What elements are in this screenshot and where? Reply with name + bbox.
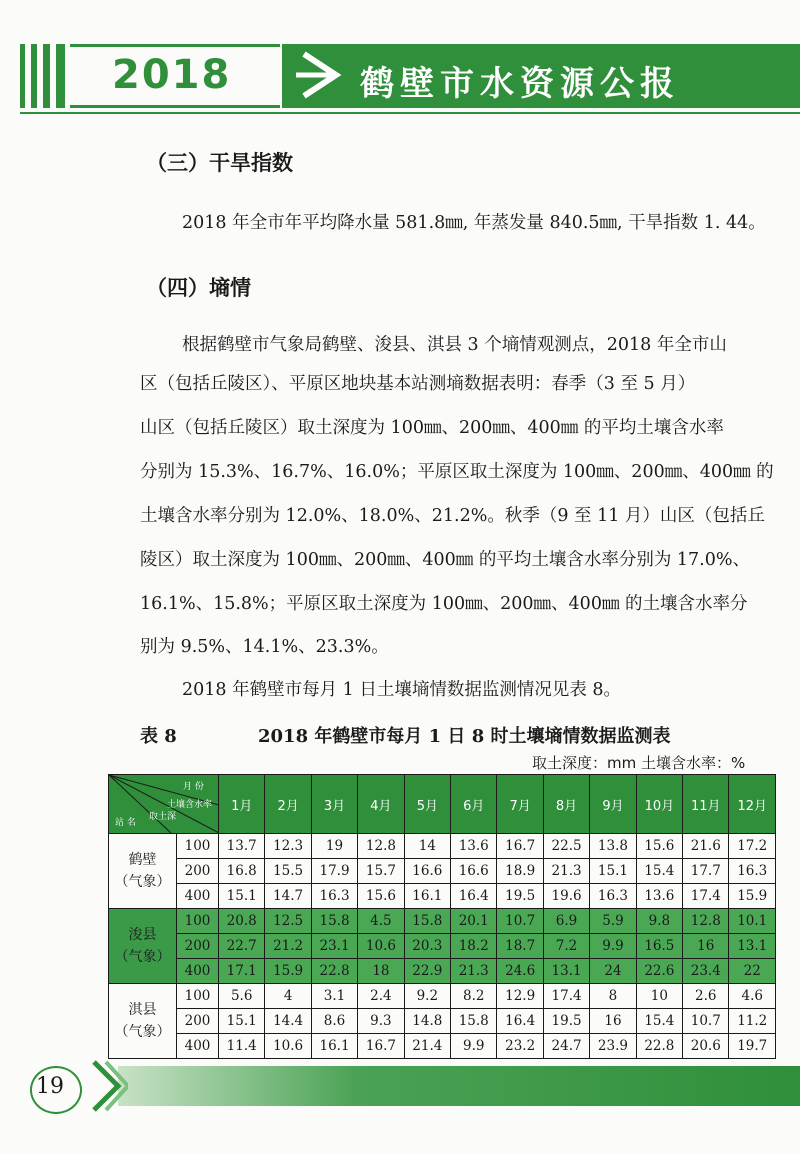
header-year: 2018 [112, 52, 232, 98]
value-cell: 19 [311, 834, 357, 859]
value-cell: 8.2 [451, 984, 497, 1009]
depth-cell: 400 [177, 959, 219, 984]
section-heading-drought-index: （三）干旱指数 [146, 151, 293, 175]
table-row [109, 859, 776, 884]
paragraph-line: 山区（包括丘陵区）取土深度为 100㎜、200㎜、400㎜ 的平均土壤含水率 [140, 418, 724, 438]
value-cell: 15.1 [219, 884, 265, 909]
header-title: 鹤壁市水资源公报 [360, 64, 680, 104]
month-header: 8月 [543, 775, 589, 834]
depth-cell: 400 [177, 884, 219, 909]
table-row [109, 884, 776, 909]
value-cell: 15.8 [451, 1009, 497, 1034]
station-note: （气象） [114, 874, 171, 890]
value-cell: 13.7 [219, 834, 265, 859]
value-cell: 15.4 [636, 859, 682, 884]
value-cell: 11.4 [219, 1034, 265, 1059]
value-cell: 11.2 [729, 1009, 776, 1034]
arrow-right-icon [296, 50, 346, 100]
corner-month-label: 月 份 [183, 782, 204, 792]
value-cell: 21.6 [683, 834, 729, 859]
value-cell: 17.4 [683, 884, 729, 909]
value-cell: 20.8 [219, 909, 265, 934]
value-cell: 15.1 [590, 859, 636, 884]
month-header: 5月 [404, 775, 450, 834]
value-cell: 17.9 [311, 859, 357, 884]
value-cell: 15.8 [311, 909, 357, 934]
value-cell: 6.9 [543, 909, 589, 934]
value-cell: 4.5 [358, 909, 404, 934]
station-name-cell [109, 834, 177, 909]
month-header: 12月 [729, 775, 776, 834]
value-cell: 18.2 [451, 934, 497, 959]
value-cell: 12.9 [497, 984, 543, 1009]
value-cell: 10.6 [265, 1034, 311, 1059]
value-cell: 15.9 [729, 884, 776, 909]
value-cell: 12.8 [683, 909, 729, 934]
value-cell: 17.2 [729, 834, 776, 859]
value-cell: 20.6 [683, 1034, 729, 1059]
depth-cell: 100 [177, 834, 219, 859]
month-header: 1月 [219, 775, 265, 834]
value-cell: 9.8 [636, 909, 682, 934]
value-cell: 20.1 [451, 909, 497, 934]
value-cell: 22.8 [636, 1034, 682, 1059]
paragraph-line: 土壤含水率分别为 12.0%、18.0%、21.2%。秋季（9 至 11 月）山区（包括丘 [140, 506, 765, 526]
month-header: 4月 [358, 775, 404, 834]
value-cell: 7.2 [543, 934, 589, 959]
value-cell: 16.6 [451, 859, 497, 884]
value-cell: 16.7 [497, 834, 543, 859]
value-cell: 15.6 [358, 884, 404, 909]
value-cell: 16.5 [636, 934, 682, 959]
paragraph-line: 别为 9.5%、14.1%、23.3%。 [140, 637, 389, 657]
table-row [109, 909, 776, 934]
value-cell: 23.9 [590, 1034, 636, 1059]
value-cell: 14.4 [265, 1009, 311, 1034]
table-row [109, 1009, 776, 1034]
value-cell: 12.8 [358, 834, 404, 859]
value-cell: 14.8 [404, 1009, 450, 1034]
month-header: 7月 [497, 775, 543, 834]
month-header: 6月 [451, 775, 497, 834]
table-row [109, 959, 776, 984]
value-cell: 23.1 [311, 934, 357, 959]
depth-cell: 200 [177, 859, 219, 884]
value-cell: 22.6 [636, 959, 682, 984]
month-header: 2月 [265, 775, 311, 834]
value-cell: 15.5 [265, 859, 311, 884]
value-cell: 24.7 [543, 1034, 589, 1059]
corner-station-label: 站 名 [115, 818, 136, 828]
value-cell: 21.2 [265, 934, 311, 959]
station-name-cell [109, 909, 177, 984]
depth-cell: 100 [177, 909, 219, 934]
table-label: 表 8 [140, 726, 177, 747]
paragraph-line: 区（包括丘陵区）、平原区地块基本站测墒数据表明：春季（3 至 5 月） [140, 374, 696, 394]
value-cell: 23.2 [497, 1034, 543, 1059]
month-header: 9月 [590, 775, 636, 834]
station-name-cell [109, 984, 177, 1059]
value-cell: 13.1 [543, 959, 589, 984]
table-row [109, 834, 776, 859]
value-cell: 22.5 [543, 834, 589, 859]
value-cell: 13.1 [729, 934, 776, 959]
value-cell: 16 [590, 1009, 636, 1034]
value-cell: 18 [358, 959, 404, 984]
soil-moisture-table [108, 774, 776, 1059]
value-cell: 9.9 [451, 1034, 497, 1059]
footer-band [118, 1066, 800, 1106]
value-cell: 16.3 [311, 884, 357, 909]
paragraph-line: 16.1%、15.8%；平原区取土深度为 100㎜、200㎜、400㎜ 的土壤含水率分 [140, 594, 748, 614]
table-units: 取土深度：mm 土壤含水率：% [532, 754, 746, 772]
value-cell: 24.6 [497, 959, 543, 984]
station-name: 浚县 [128, 927, 157, 943]
table-row [109, 984, 776, 1009]
value-cell: 15.7 [358, 859, 404, 884]
value-cell: 8 [590, 984, 636, 1009]
section-heading-soil-moisture: （四）墒情 [146, 276, 251, 300]
value-cell: 19.6 [543, 884, 589, 909]
depth-cell: 200 [177, 1009, 219, 1034]
value-cell: 22.8 [311, 959, 357, 984]
value-cell: 20.3 [404, 934, 450, 959]
value-cell: 21.3 [451, 959, 497, 984]
paragraph-line: 分别为 15.3%、16.7%、16.0%；平原区取土深度为 100㎜、200㎜、400㎜ 的 [140, 462, 774, 482]
paragraph-line: 根据鹤壁市气象局鹤壁、浚县、淇县 3 个墒情观测点，2018 年全市山 [182, 335, 727, 355]
month-header: 11月 [683, 775, 729, 834]
value-cell: 9.2 [404, 984, 450, 1009]
station-name: 淇县 [128, 1002, 157, 1018]
value-cell: 19.5 [543, 1009, 589, 1034]
value-cell: 12.3 [265, 834, 311, 859]
value-cell: 18.7 [497, 934, 543, 959]
value-cell: 10 [636, 984, 682, 1009]
station-note: （气象） [114, 949, 171, 965]
value-cell: 21.3 [543, 859, 589, 884]
value-cell: 10.7 [497, 909, 543, 934]
value-cell: 3.1 [311, 984, 357, 1009]
table-header-row [109, 775, 776, 834]
value-cell: 15.8 [404, 909, 450, 934]
depth-cell: 100 [177, 984, 219, 1009]
value-cell: 2.6 [683, 984, 729, 1009]
depth-cell: 400 [177, 1034, 219, 1059]
value-cell: 17.7 [683, 859, 729, 884]
table-corner-cell [109, 775, 219, 834]
value-cell: 9.9 [590, 934, 636, 959]
value-cell: 13.8 [590, 834, 636, 859]
value-cell: 10.1 [729, 909, 776, 934]
value-cell: 19.5 [497, 884, 543, 909]
table-body [109, 834, 776, 1059]
month-header: 3月 [311, 775, 357, 834]
value-cell: 22.9 [404, 959, 450, 984]
value-cell: 10.6 [358, 934, 404, 959]
value-cell: 14 [404, 834, 450, 859]
value-cell: 16.3 [729, 859, 776, 884]
value-cell: 23.4 [683, 959, 729, 984]
value-cell: 24 [590, 959, 636, 984]
value-cell: 19.7 [729, 1034, 776, 1059]
header-stripes [20, 44, 65, 108]
value-cell: 9.3 [358, 1009, 404, 1034]
value-cell: 16.4 [451, 884, 497, 909]
value-cell: 15.4 [636, 1009, 682, 1034]
value-cell: 15.9 [265, 959, 311, 984]
value-cell: 12.5 [265, 909, 311, 934]
table-reference-line: 2018 年鹤壁市每月 1 日土壤墒情数据监测情况见表 8。 [182, 680, 622, 700]
station-note: （气象） [114, 1024, 171, 1040]
table-row [109, 934, 776, 959]
chevron-right-icon [88, 1058, 128, 1114]
drought-index-paragraph: 2018 年全市年平均降水量 581.8㎜, 年蒸发量 840.5㎜, 干旱指数 1. 44。 [182, 213, 766, 233]
value-cell: 16.4 [497, 1009, 543, 1034]
value-cell: 10.7 [683, 1009, 729, 1034]
page-number: 19 [36, 1074, 64, 1099]
value-cell: 18.9 [497, 859, 543, 884]
value-cell: 5.6 [219, 984, 265, 1009]
value-cell: 15.6 [636, 834, 682, 859]
table-title: 2018 年鹤壁市每月 1 日 8 时土壤墒情数据监测表 [258, 726, 671, 747]
paragraph-line: 陵区）取土深度为 100㎜、200㎜、400㎜ 的平均土壤含水率分别为 17.0%、 [140, 550, 750, 570]
value-cell: 4 [265, 984, 311, 1009]
page-header [0, 0, 800, 120]
value-cell: 16.1 [311, 1034, 357, 1059]
value-cell: 16.1 [404, 884, 450, 909]
value-cell: 8.6 [311, 1009, 357, 1034]
value-cell: 16 [683, 934, 729, 959]
header-rule [20, 112, 800, 114]
value-cell: 21.4 [404, 1034, 450, 1059]
corner-moisture-label: 土壤含水率 [167, 800, 213, 810]
corner-depth-label: 取土深 [149, 812, 177, 822]
value-cell: 15.1 [219, 1009, 265, 1034]
table-row [109, 1034, 776, 1059]
value-cell: 13.6 [636, 884, 682, 909]
value-cell: 16.3 [590, 884, 636, 909]
value-cell: 2.4 [358, 984, 404, 1009]
station-name: 鹤壁 [128, 852, 157, 868]
value-cell: 16.8 [219, 859, 265, 884]
value-cell: 17.1 [219, 959, 265, 984]
value-cell: 14.7 [265, 884, 311, 909]
value-cell: 4.6 [729, 984, 776, 1009]
month-header: 10月 [636, 775, 682, 834]
value-cell: 16.7 [358, 1034, 404, 1059]
value-cell: 5.9 [590, 909, 636, 934]
value-cell: 13.6 [451, 834, 497, 859]
depth-cell: 200 [177, 934, 219, 959]
value-cell: 22 [729, 959, 776, 984]
value-cell: 16.6 [404, 859, 450, 884]
value-cell: 22.7 [219, 934, 265, 959]
value-cell: 17.4 [543, 984, 589, 1009]
